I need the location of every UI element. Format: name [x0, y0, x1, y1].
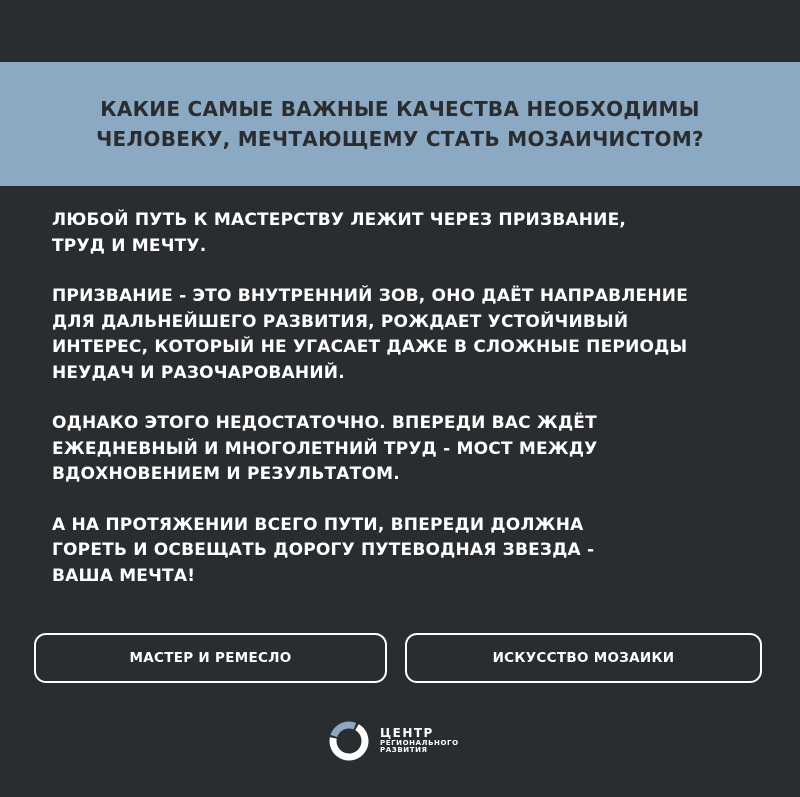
paragraph-4	[52, 513, 772, 590]
paragraph-line: ВДОХНОВЕНИЕМ И РЕЗУЛЬТАТОМ.	[52, 464, 400, 484]
paragraph-line: ДЛЯ ДАЛЬНЕЙШЕГО РАЗВИТИЯ, РОЖДАЕТ УСТОЙЧИВЫЙ	[52, 311, 629, 332]
logo-text	[380, 727, 459, 754]
paragraph-line: А НА ПРОТЯЖЕНИИ ВСЕГО ПУТИ, ВПЕРЕДИ ДОЛЖНА	[52, 514, 584, 535]
master-and-craft-button[interactable]: МАСТЕР И РЕМЕСЛО	[34, 633, 387, 683]
mosaic-art-button[interactable]: ИСКУССТВО МОЗАИКИ	[405, 633, 762, 683]
logo-line-3: РАЗВИТИЯ	[380, 746, 428, 755]
paragraph-line: ВАША МЕЧТА!	[52, 565, 196, 586]
body-text	[52, 208, 772, 614]
paragraph-line: ЕЖЕДНЕВНЫЙ И МНОГОЛЕТНИЙ ТРУД - МОСТ МЕЖДУ	[52, 438, 598, 459]
paragraph-line: ТРУД И МЕЧТУ.	[52, 235, 207, 256]
paragraph-3	[52, 411, 772, 488]
paragraph-line: ЛЮБОЙ ПУТЬ К МАСТЕРСТВУ ЛЕЖИТ ЧЕРЕЗ ПРИЗВАНИЕ,	[52, 210, 627, 230]
page-title	[50, 94, 750, 154]
paragraph-2	[52, 284, 772, 386]
header-banner	[0, 62, 800, 186]
paragraph-line: НЕУДАЧ И РАЗОЧАРОВАНИЙ.	[52, 362, 345, 383]
ring-logo-icon	[326, 718, 372, 764]
logo	[326, 718, 459, 764]
paragraph-line: ГОРЕТЬ И ОСВЕЩАТЬ ДОРОГУ ПУТЕВОДНАЯ ЗВЕЗДА -	[52, 540, 595, 560]
logo-line-1: ЦЕНТР	[380, 726, 434, 741]
paragraph-1	[52, 208, 772, 259]
paragraph-line: ПРИЗВАНИЕ - ЭТО ВНУТРЕННИЙ ЗОВ, ОНО ДАЁТ НАПРАВЛЕНИЕ	[52, 286, 689, 306]
paragraph-line: ОДНАКО ЭТОГО НЕДОСТАТОЧНО. ВПЕРЕДИ ВАС ЖДЁТ	[52, 413, 597, 433]
paragraph-line: ИНТЕРЕС, КОТОРЫЙ НЕ УГАСАЕТ ДАЖЕ В СЛОЖНЫЕ ПЕРИОДЫ	[52, 337, 688, 357]
logo-line-2: РЕГИОНАЛЬНОГО	[380, 738, 459, 747]
title-line-1: КАКИЕ САМЫЕ ВАЖНЫЕ КАЧЕСТВА НЕОБХОДИМЫ	[100, 97, 700, 121]
title-line-2: ЧЕЛОВЕКУ, МЕЧТАЮЩЕМУ СТАТЬ МОЗАИЧИСТОМ?	[96, 127, 704, 151]
